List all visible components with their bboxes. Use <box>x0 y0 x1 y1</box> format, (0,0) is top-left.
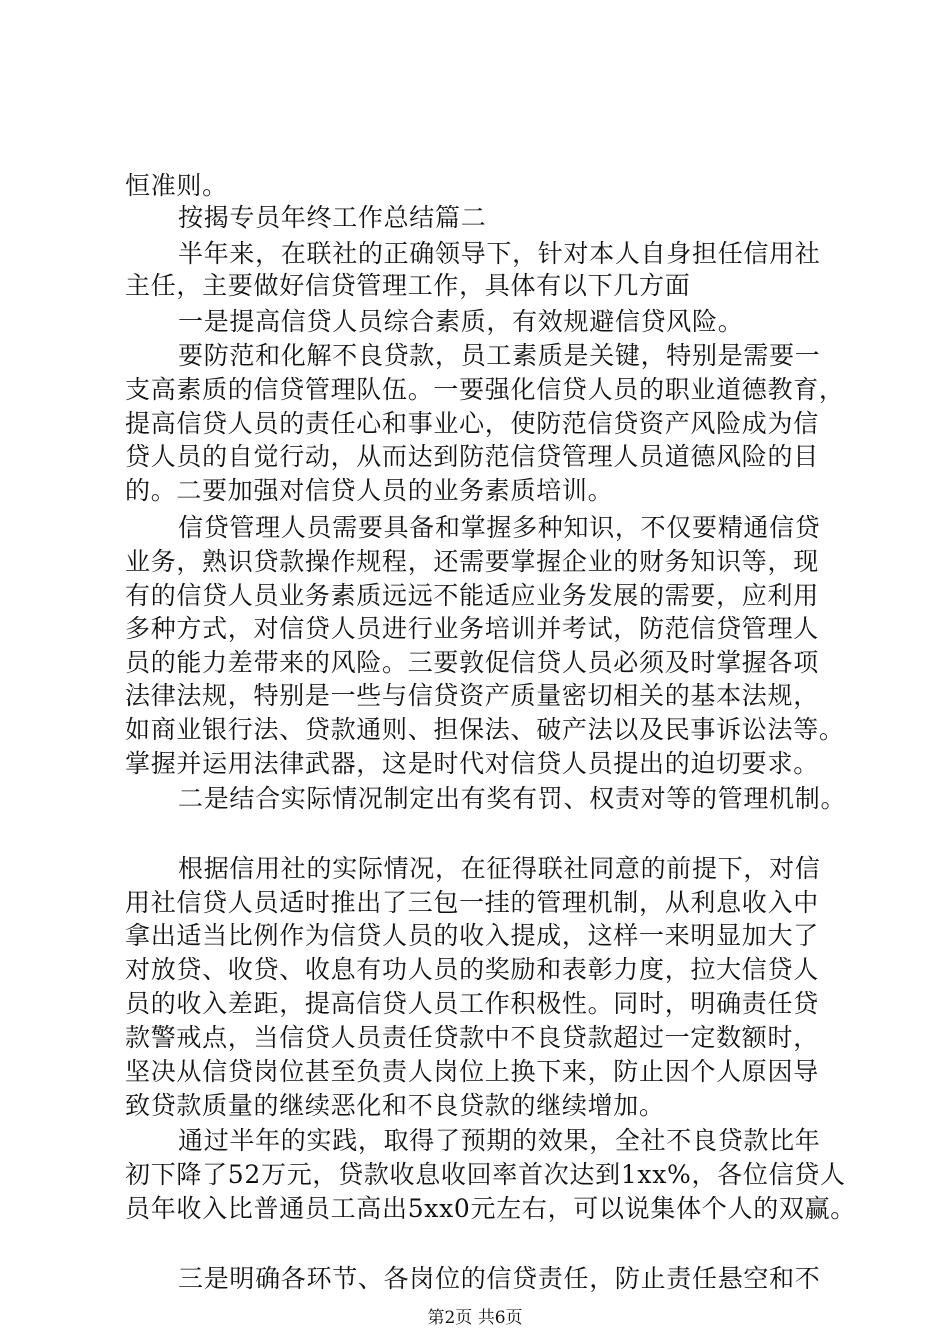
text-line: 如商业银行法、贷款通则、担保法、破产法以及民事诉讼法等。 <box>125 715 845 744</box>
text-line: 多种方式，对信贷人员进行业务培训并考试，防范信贷管理人 <box>125 614 819 643</box>
text-line: 对放贷、收贷、收息有功人员的奖励和表彰力度，拉大信贷人 <box>125 955 819 984</box>
text-line: 支高素质的信贷管理队伍。一要强化信贷人员的职业道德教育， <box>125 375 845 404</box>
text-line: 三是明确各环节、各岗位的信贷责任，防止责任悬空和不 <box>178 1264 821 1293</box>
text-line: 的。二要加强对信贷人员的业务素质培训。 <box>125 476 614 505</box>
page-number-footer: 第2页 共6页 <box>427 1308 523 1328</box>
text-line: 要防范和化解不良贷款，员工素质是关键，特别是需要一 <box>178 341 821 370</box>
text-line: 通过半年的实践，取得了预期的效果，全社不良贷款比年 <box>178 1126 821 1155</box>
text-line: 员的收入差距，提高信贷人员工作积极性。同时，明确责任贷 <box>125 989 819 1018</box>
text-line: 有的信贷人员业务素质远远不能适应业务发展的需要，应利用 <box>125 581 819 610</box>
text-line: 用社信贷人员适时推出了三包一挂的管理机制，从利息收入中 <box>125 888 819 917</box>
text-line: 贷人员的自觉行动，从而达到防范信贷管理人员道德风险的目 <box>125 442 819 471</box>
text-line: 致贷款质量的继续恶化和不良贷款的继续增加。 <box>125 1091 665 1120</box>
text-line: 信贷管理人员需要具备和掌握多种知识，不仅要精通信贷 <box>178 513 821 542</box>
text-line: 员年收入比普通员工高出5xx0元左右，可以说集体个人的双赢。 <box>125 1194 857 1223</box>
text-line: 业务，熟识贷款操作规程，还需要掌握企业的财务知识等，现 <box>125 547 819 576</box>
text-line: 恒准则。 <box>125 171 228 200</box>
text-line: 二是结合实际情况制定出有奖有罚、权责对等的管理机制。 <box>178 784 847 813</box>
text-line: 掌握并运用法律武器，这是时代对信贷人员提出的迫切要求。 <box>125 749 819 778</box>
text-line: 主任，主要做好信贷管理工作，具体有以下几方面 <box>125 271 691 300</box>
text-line: 款警戒点，当信贷人员责任贷款中不良贷款超过一定数额时， <box>125 1023 819 1052</box>
text-line: 提高信贷人员的责任心和事业心，使防范信贷资产风险成为信 <box>125 409 819 438</box>
text-line: 根据信用社的实际情况，在征得联社同意的前提下，对信 <box>178 854 821 883</box>
text-line: 坚决从信贷岗位甚至负责人岗位上换下来，防止因个人原因导 <box>125 1057 819 1086</box>
text-line: 初下降了52万元，贷款收息收回率首次达到1xx%，各位信贷人 <box>125 1160 846 1189</box>
text-line: 一是提高信贷人员综合素质，有效规避信贷风险。 <box>178 307 744 336</box>
text-line: 法律法规，特别是一些与信贷资产质量密切相关的基本法规， <box>125 681 819 710</box>
text-line: 拿出适当比例作为信贷人员的收入提成，这样一来明显加大了 <box>125 921 819 950</box>
text-line: 半年来，在联社的正确领导下，针对本人自身担任信用社 <box>178 239 821 268</box>
section-heading: 按揭专员年终工作总结篇二 <box>178 203 487 232</box>
text-line: 员的能力差带来的风险。三要敦促信贷人员必须及时掌握各项 <box>125 648 819 677</box>
